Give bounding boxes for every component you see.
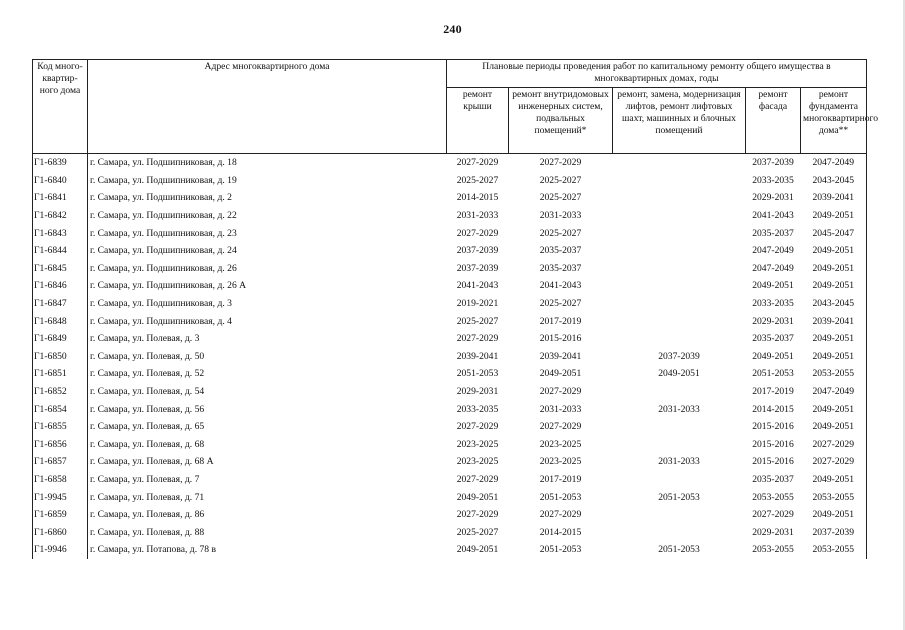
cell-roof: 2025-2027 xyxy=(456,315,499,327)
cell-elevators xyxy=(613,312,746,330)
cell-roof: 2023-2025 xyxy=(456,456,499,468)
cell-systems: 2051-2053 xyxy=(539,544,582,556)
cell-foundation: 2027-2029 xyxy=(801,436,867,454)
cell-address: г. Самара, ул. Подшипниковая, д. 19 xyxy=(90,174,237,186)
cell-elevators: 2051-2053 xyxy=(658,491,700,503)
cell-address: г. Самара, ул. Полевая, д. 54 xyxy=(90,386,205,398)
cell-address: г. Самара, ул. Полевая, д. 7 xyxy=(90,473,200,485)
cell-foundation: 2053-2055 xyxy=(801,365,867,383)
cell-address: г. Самара, ул. Полевая, д. 88 xyxy=(90,526,205,538)
cell-elevators xyxy=(613,224,746,242)
table-row xyxy=(33,154,867,172)
cell-facade: 2027-2029 xyxy=(752,509,794,521)
cell-code: Г1-6842 xyxy=(33,207,88,225)
cell-facade: 2015-2016 xyxy=(752,421,794,433)
cell-foundation: 2049-2051 xyxy=(801,207,867,225)
cell-address: г. Самара, ул. Подшипниковая, д. 22 xyxy=(90,210,237,222)
cell-code: Г1-6859 xyxy=(33,506,88,524)
cell-roof: 2025-2027 xyxy=(456,526,499,538)
cell-elevators xyxy=(613,154,746,172)
cell-foundation: 2049-2051 xyxy=(801,260,867,278)
column-header-periods: Плановые периоды проведения работ по капитальному ремонту общего имущества в многоквартирных домах, годы xyxy=(447,60,867,88)
column-header-code: Код много-квартир-ного дома xyxy=(33,60,88,154)
cell-foundation: 2049-2051 xyxy=(801,330,867,348)
cell-roof: 2027-2029 xyxy=(456,509,499,521)
cell-facade: 2053-2055 xyxy=(752,544,794,556)
cell-foundation: 2043-2045 xyxy=(801,172,867,190)
cell-roof: 2027-2029 xyxy=(456,333,499,345)
cell-elevators xyxy=(613,418,746,436)
cell-foundation: 2037-2039 xyxy=(801,523,867,541)
table-body xyxy=(33,154,867,559)
repair-schedule-table xyxy=(32,59,879,559)
cell-foundation: 2049-2051 xyxy=(801,277,867,295)
cell-elevators: 2031-2033 xyxy=(658,456,700,468)
cell-systems: 2027-2029 xyxy=(539,421,582,433)
cell-facade: 2015-2016 xyxy=(752,456,794,468)
cell-systems: 2041-2043 xyxy=(539,280,582,292)
cell-facade: 2029-2031 xyxy=(752,192,794,204)
column-header-roof: ремонт крыши xyxy=(447,88,509,154)
cell-address: г. Самара, ул. Полевая, д. 86 xyxy=(90,509,205,521)
table-row xyxy=(33,189,867,207)
cell-foundation: 2049-2051 xyxy=(801,506,867,524)
cell-facade: 2015-2016 xyxy=(752,438,794,450)
cell-code: Г1-6843 xyxy=(33,224,88,242)
cell-systems: 2025-2027 xyxy=(539,227,582,239)
cell-address: г. Самара, ул. Полевая, д. 68 xyxy=(90,438,205,450)
cell-roof: 2037-2039 xyxy=(456,245,499,257)
cell-systems: 2017-2019 xyxy=(539,315,582,327)
cell-address: г. Самара, ул. Полевая, д. 65 xyxy=(90,421,205,433)
cell-facade: 2033-2035 xyxy=(752,298,794,310)
cell-foundation: 2049-2051 xyxy=(801,400,867,418)
cell-facade: 2049-2051 xyxy=(752,350,794,362)
cell-elevators: 2051-2053 xyxy=(658,544,700,556)
cell-code: Г1-6846 xyxy=(33,277,88,295)
cell-systems: 2015-2016 xyxy=(539,333,582,345)
cell-code: Г1-9946 xyxy=(33,541,88,559)
cell-code: Г1-6841 xyxy=(33,189,88,207)
cell-systems: 2014-2015 xyxy=(539,526,582,538)
cell-roof: 2049-2051 xyxy=(456,544,499,556)
cell-code: Г1-6839 xyxy=(33,154,88,172)
cell-systems: 2025-2027 xyxy=(539,174,582,186)
cell-code: Г1-6858 xyxy=(33,471,88,489)
cell-systems: 2035-2037 xyxy=(539,262,582,274)
cell-code: Г1-6860 xyxy=(33,523,88,541)
cell-systems: 2017-2019 xyxy=(539,473,582,485)
cell-systems: 2049-2051 xyxy=(539,368,582,380)
table-row xyxy=(33,418,867,436)
cell-address: г. Самара, ул. Полевая, д. 56 xyxy=(90,403,205,415)
table-row xyxy=(33,260,867,278)
cell-systems: 2051-2053 xyxy=(539,491,582,503)
cell-systems: 2027-2029 xyxy=(539,157,582,169)
cell-roof: 2025-2027 xyxy=(456,174,499,186)
cell-roof: 2019-2021 xyxy=(456,298,499,310)
cell-code: Г1-6857 xyxy=(33,453,88,471)
cell-systems: 2027-2029 xyxy=(539,509,582,521)
cell-address: г. Самара, ул. Подшипниковая, д. 18 xyxy=(90,157,237,169)
cell-address: г. Самара, ул. Полевая, д. 3 xyxy=(90,333,200,345)
cell-address: г. Самара, ул. Подшипниковая, д. 23 xyxy=(90,227,237,239)
cell-address: г. Самара, ул. Подшипниковая, д. 26 xyxy=(90,262,237,274)
cell-systems: 2031-2033 xyxy=(539,210,582,222)
column-header-elevators: ремонт, замена, модернизация лифтов, ремонт лифтовых шахт, машинных и блочных помещений xyxy=(613,88,746,154)
cell-foundation: 2027-2029 xyxy=(801,453,867,471)
cell-elevators xyxy=(613,242,746,260)
cell-elevators xyxy=(613,523,746,541)
table-row xyxy=(33,523,867,541)
cell-code: Г1-6854 xyxy=(33,400,88,418)
cell-code: Г1-6849 xyxy=(33,330,88,348)
cell-address: г. Самара, ул. Потапова, д. 78 в xyxy=(90,544,217,556)
cell-elevators xyxy=(613,260,746,278)
cell-address: г. Самара, ул. Полевая, д. 68 А xyxy=(90,456,214,468)
cell-facade: 2041-2043 xyxy=(752,210,794,222)
column-header-systems: ремонт внутридомовых инженерных систем, подвальных помещений* xyxy=(509,88,613,154)
cell-code: Г1-6845 xyxy=(33,260,88,278)
cell-code: Г1-6847 xyxy=(33,295,88,313)
cell-facade: 2029-2031 xyxy=(752,315,794,327)
cell-code: Г1-6848 xyxy=(33,312,88,330)
cell-facade: 2053-2055 xyxy=(752,491,794,503)
cell-address: г. Самара, ул. Подшипниковая, д. 2 xyxy=(90,192,232,204)
cell-facade: 2014-2015 xyxy=(752,403,794,415)
cell-roof: 2027-2029 xyxy=(456,227,499,239)
column-header-facade: ремонт фасада xyxy=(746,88,801,154)
cell-foundation: 2049-2051 xyxy=(801,242,867,260)
cell-facade: 2047-2049 xyxy=(752,262,794,274)
column-header-address: Адрес многоквартирного дома xyxy=(88,60,447,154)
cell-facade: 2033-2035 xyxy=(752,174,794,186)
cell-foundation: 2049-2051 xyxy=(801,348,867,366)
cell-foundation: 2049-2051 xyxy=(801,471,867,489)
cell-elevators xyxy=(613,436,746,454)
cell-facade: 2051-2053 xyxy=(752,368,794,380)
cell-systems: 2031-2033 xyxy=(539,403,582,415)
cell-facade: 2035-2037 xyxy=(752,333,794,345)
cell-elevators xyxy=(613,471,746,489)
cell-elevators: 2049-2051 xyxy=(658,368,700,380)
cell-code: Г1-6840 xyxy=(33,172,88,190)
table-row xyxy=(33,312,867,330)
cell-roof: 2031-2033 xyxy=(456,210,499,222)
cell-elevators: 2037-2039 xyxy=(658,350,700,362)
cell-code: Г1-9945 xyxy=(33,488,88,506)
cell-elevators xyxy=(613,277,746,295)
table-row xyxy=(33,400,867,418)
cell-roof: 2039-2041 xyxy=(456,350,499,362)
cell-elevators xyxy=(613,207,746,225)
cell-elevators xyxy=(613,189,746,207)
table-row xyxy=(33,277,867,295)
cell-foundation: 2047-2049 xyxy=(801,154,867,172)
cell-address: г. Самара, ул. Полевая, д. 71 xyxy=(90,491,205,503)
table-row xyxy=(33,242,867,260)
cell-facade: 2047-2049 xyxy=(752,245,794,257)
cell-systems: 2027-2029 xyxy=(539,386,582,398)
cell-code: Г1-6850 xyxy=(33,348,88,366)
table-row xyxy=(33,348,867,366)
cell-systems: 2025-2027 xyxy=(539,192,582,204)
cell-address: г. Самара, ул. Полевая, д. 52 xyxy=(90,368,205,380)
cell-foundation: 2053-2055 xyxy=(801,488,867,506)
page-number: 240 xyxy=(443,22,462,36)
cell-systems: 2023-2025 xyxy=(539,438,582,450)
cell-address: г. Самара, ул. Подшипниковая, д. 24 xyxy=(90,245,237,257)
table-row xyxy=(33,365,867,383)
cell-foundation: 2049-2051 xyxy=(801,418,867,436)
table-row xyxy=(33,224,867,242)
cell-roof: 2023-2025 xyxy=(456,438,499,450)
cell-roof: 2029-2031 xyxy=(456,386,499,398)
table-row xyxy=(33,172,867,190)
table-row xyxy=(33,506,867,524)
cell-code: Г1-6855 xyxy=(33,418,88,436)
cell-code: Г1-6852 xyxy=(33,383,88,401)
table-row xyxy=(33,541,867,559)
cell-roof: 2037-2039 xyxy=(456,262,499,274)
cell-code: Г1-6856 xyxy=(33,436,88,454)
cell-roof: 2051-2053 xyxy=(456,368,499,380)
cell-facade: 2035-2037 xyxy=(752,227,794,239)
table-row xyxy=(33,453,867,471)
table-row xyxy=(33,330,867,348)
cell-address: г. Самара, ул. Подшипниковая, д. 26 А xyxy=(90,280,247,292)
table-row xyxy=(33,488,867,506)
cell-code: Г1-6851 xyxy=(33,365,88,383)
cell-facade: 2049-2051 xyxy=(752,280,794,292)
cell-elevators xyxy=(613,383,746,401)
cell-elevators xyxy=(613,295,746,313)
cell-systems: 2023-2025 xyxy=(539,456,582,468)
cell-address: г. Самара, ул. Подшипниковая, д. 3 xyxy=(90,298,232,310)
cell-address: г. Самара, ул. Полевая, д. 50 xyxy=(90,350,205,362)
cell-facade: 2035-2037 xyxy=(752,473,794,485)
cell-systems: 2035-2037 xyxy=(539,245,582,257)
table-row xyxy=(33,207,867,225)
table-row xyxy=(33,295,867,313)
cell-foundation: 2043-2045 xyxy=(801,295,867,313)
cell-facade: 2037-2039 xyxy=(752,157,794,169)
cell-roof: 2041-2043 xyxy=(456,280,499,292)
cell-facade: 2017-2019 xyxy=(752,386,794,398)
cell-systems: 2039-2041 xyxy=(539,350,582,362)
cell-roof: 2014-2015 xyxy=(456,192,499,204)
cell-roof: 2027-2029 xyxy=(456,421,499,433)
cell-address: г. Самара, ул. Подшипниковая, д. 4 xyxy=(90,315,232,327)
cell-roof: 2027-2029 xyxy=(456,157,499,169)
table-header xyxy=(33,60,879,154)
table-row xyxy=(33,383,867,401)
cell-facade: 2029-2031 xyxy=(752,526,794,538)
table-row xyxy=(33,436,867,454)
cell-foundation: 2039-2041 xyxy=(801,189,867,207)
cell-elevators xyxy=(613,172,746,190)
column-header-foundation: ремонт фундамента многоквартирного дома** xyxy=(801,88,867,154)
cell-systems: 2025-2027 xyxy=(539,298,582,310)
cell-elevators xyxy=(613,506,746,524)
table-row xyxy=(33,471,867,489)
cell-code: Г1-6844 xyxy=(33,242,88,260)
cell-foundation: 2047-2049 xyxy=(801,383,867,401)
cell-elevators: 2031-2033 xyxy=(658,403,700,415)
cell-foundation: 2039-2041 xyxy=(801,312,867,330)
cell-foundation: 2053-2055 xyxy=(801,541,867,559)
cell-roof: 2049-2051 xyxy=(456,491,499,503)
cell-elevators xyxy=(613,330,746,348)
cell-foundation: 2045-2047 xyxy=(801,224,867,242)
cell-roof: 2033-2035 xyxy=(456,403,499,415)
cell-roof: 2027-2029 xyxy=(456,473,499,485)
